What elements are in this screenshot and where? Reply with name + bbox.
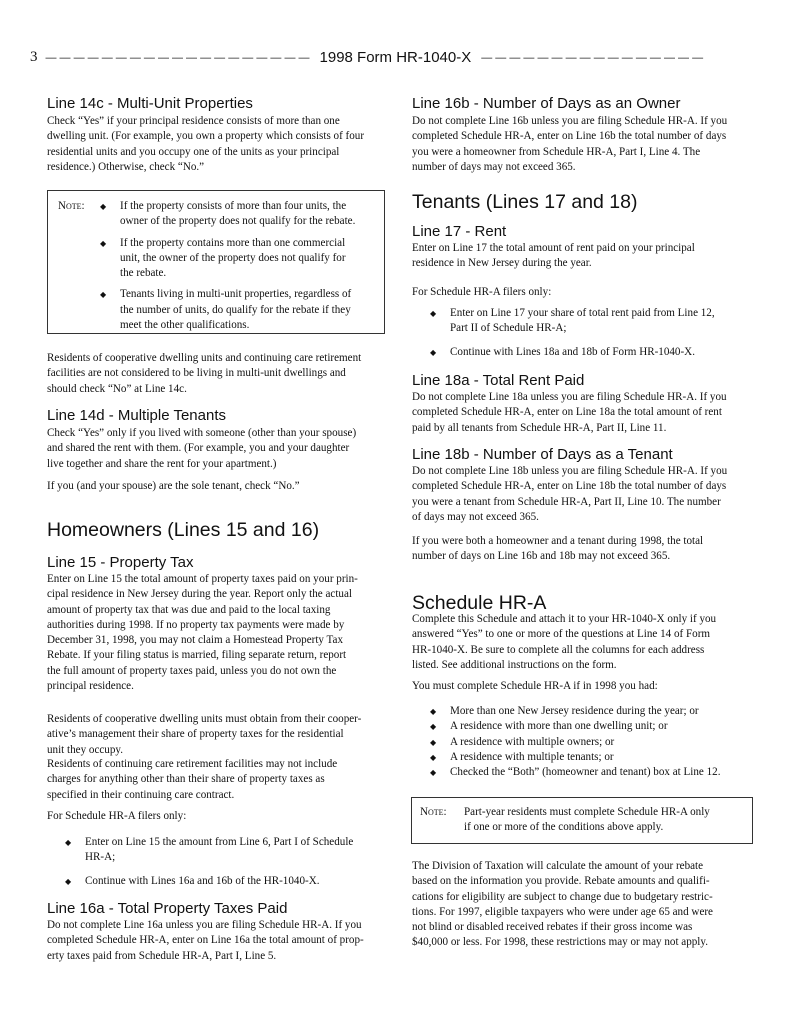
bullet-item xyxy=(100,236,380,282)
text-line: Do not complete Line 16a unless you are filing Schedule HR-A. If you xyxy=(47,919,362,931)
text-line: charges for anything other than their share of property taxes as xyxy=(47,773,325,786)
note-box-part-year xyxy=(411,797,753,844)
text-line: should check “No” at Line 14c. xyxy=(47,382,187,395)
note-bullets xyxy=(100,199,380,339)
bullet-icon: ◆ xyxy=(430,707,437,716)
bullet-text: Enter on Line 15 the amount from Line 6, Part I of Schedule xyxy=(85,836,354,848)
note-box-multi-unit xyxy=(47,190,385,334)
page-header xyxy=(30,49,755,66)
text-line: Do not complete Line 16b unless you are filing Schedule HR-A. If you xyxy=(412,115,728,127)
bullet-item xyxy=(430,750,755,765)
line-18b-both xyxy=(412,534,757,565)
schedule-text xyxy=(412,612,757,673)
line-15-filers: For Schedule HR-A filers only: xyxy=(47,810,187,822)
bullet-icon: ◆ xyxy=(430,752,437,762)
bullet-item xyxy=(65,874,385,889)
header-rule-right: — — — — — — — — — — — — — — — — xyxy=(481,51,704,64)
bullet-icon: ◆ xyxy=(100,238,107,248)
text-line: answered “Yes” to one or more of the questions at Line 14 of Form xyxy=(412,628,711,641)
form-title: 1998 Form HR-1040-X xyxy=(319,49,472,66)
heading-line-18b: Line 18b - Number of Days as a Tenant xyxy=(412,446,673,463)
text-line: facilities are not considered to be living in multi-unit dwellings and xyxy=(47,367,346,380)
text-line: Do not complete Line 18a unless you are filing Schedule HR-A. If you xyxy=(412,391,727,403)
text-line: based on the information you provide. Rebate amounts and qualifi- xyxy=(412,875,710,888)
bullet-text: If the property contains more than one commercial xyxy=(120,236,346,249)
text-line: live together and share the rent for your apartment.) xyxy=(47,457,277,470)
text-line: erty taxes paid from Schedule HR-A, Part I, Line 5. xyxy=(47,949,277,962)
text-line: Residents of cooperative dwelling units and continuing care retirement xyxy=(47,352,362,364)
text-line: Check “Yes” if your principal residence consists of more than one xyxy=(47,115,340,127)
text-line: number of days may not exceed 365. xyxy=(412,160,576,173)
line-15-text xyxy=(47,572,387,694)
text-line: HR-1040-X. Be sure to complete all the columns for each address xyxy=(412,643,705,656)
bullet-text: If the property consists of more than four units, the xyxy=(120,200,347,212)
text-line: listed. See additional instructions on the form. xyxy=(412,658,617,671)
text-line: If you were both a homeowner and a tenant during 1998, the total xyxy=(412,535,704,547)
bullet-icon: ◆ xyxy=(430,768,437,778)
bullet-text: Part II of Schedule HR-A; xyxy=(450,322,567,335)
text-line: If you (and your spouse) are the sole tenant, check “No.” xyxy=(47,480,300,492)
text-line: not blind or disabled received rebates if their gross income was xyxy=(412,921,693,934)
text-line: residential units and you occupy one of the units as your principal xyxy=(47,145,340,158)
bullet-text: Enter on Line 17 your share of total rent paid from Line 12, xyxy=(450,307,715,319)
text-line: the full amount of property taxes paid, unless you do not own the xyxy=(47,664,337,677)
bullet-icon: ◆ xyxy=(100,290,107,300)
text-line: you were a tenant from Schedule HR-A, Part II, Line 10. The number xyxy=(412,495,721,508)
bullet-text: A residence with more than one dwelling unit; or xyxy=(450,720,668,733)
text-line: of days may not exceed 365. xyxy=(412,510,539,523)
text-line: paid by all tenants from Schedule HR-A, Part II, Line 11. xyxy=(412,421,667,434)
line-15-ccrc xyxy=(47,757,387,803)
bullet-icon: ◆ xyxy=(430,737,437,747)
line-17-text xyxy=(412,241,757,272)
text-line: completed Schedule HR-A, enter on Line 18b the total number of days xyxy=(412,480,727,493)
bullet-icon: ◆ xyxy=(65,838,72,847)
bullet-text: the rebate. xyxy=(120,267,167,280)
page-number: 3 xyxy=(30,49,38,65)
text-line: cations for eligibility are subject to change due to budgetary restric- xyxy=(412,890,713,903)
line-14d-sole xyxy=(47,479,387,494)
heading-line-16b: Line 16b - Number of Days as an Owner xyxy=(412,95,681,112)
heading-tenants: Tenants (Lines 17 and 18) xyxy=(412,191,638,213)
heading-schedule-hr-a: Schedule HR-A xyxy=(412,592,547,614)
bullet-item xyxy=(65,835,385,866)
text-line: cipal residence in New Jersey during the year. Report only the actual xyxy=(47,588,352,601)
text-line: Enter on Line 17 the total amount of rent paid on your principal xyxy=(412,242,695,254)
text-line: principal residence. xyxy=(47,680,134,693)
bullet-icon: ◆ xyxy=(430,309,437,318)
bullet-text: unit, the owner of the property does not qualify for xyxy=(120,251,346,264)
heading-line-18a: Line 18a - Total Rent Paid xyxy=(412,372,585,389)
text-line: Enter on Line 15 the total amount of property taxes paid on your prin- xyxy=(47,573,358,585)
text-line: Do not complete Line 18b unless you are filing Schedule HR-A. If you xyxy=(412,465,728,477)
bullet-text: More than one New Jersey residence during the year; or xyxy=(450,705,699,717)
text-line: December 31, 1998, you may not claim a Homestead Property Tax xyxy=(47,634,344,647)
bullet-text: HR-A; xyxy=(85,851,116,864)
line-16b-text xyxy=(412,114,757,175)
line-17-bullets xyxy=(430,306,755,368)
text-line: $40,000 or less. For 1998, these restrictions may or may not apply. xyxy=(412,936,708,949)
bullet-item xyxy=(430,704,755,719)
text-line: unit they occupy. xyxy=(47,743,123,756)
bullet-item xyxy=(430,306,755,337)
text-line: authorities during 1998. If no property tax payments were made by xyxy=(47,618,345,631)
text-line: you were a homeowner from Schedule HR-A, Part I, Line 4. The xyxy=(412,145,701,158)
bullet-text: meet the other qualifications. xyxy=(120,319,250,332)
line-16a-text xyxy=(47,918,387,964)
text-line: and shared the rent with them. (For example, you and your daughter xyxy=(47,442,350,455)
bullet-item xyxy=(430,735,755,750)
text-line: completed Schedule HR-A, enter on Line 18a the total amount of rent xyxy=(412,406,722,419)
heading-line-14d: Line 14d - Multiple Tenants xyxy=(47,407,227,424)
schedule-bullets xyxy=(430,704,755,780)
bullet-text: owner of the property does not qualify for the rebate. xyxy=(120,215,356,228)
bullet-item xyxy=(100,287,380,333)
text-line: residence.) Otherwise, check “No.” xyxy=(47,160,205,173)
text-line: if one or more of the conditions above apply. xyxy=(464,821,664,834)
bullet-text: A residence with multiple owners; or xyxy=(450,735,615,748)
text-line: Rebate. If your filing status is married, filing separate return, report xyxy=(47,649,347,662)
text-line: tions. For 1997, eligible taxpayers who were under age 65 and were xyxy=(412,905,713,918)
bullet-text: Tenants living in multi-unit properties, regardless of xyxy=(120,288,352,301)
bullet-item xyxy=(430,765,755,780)
line-18a-text xyxy=(412,390,757,436)
schedule-must: You must complete Schedule HR-A if in 1998 you had: xyxy=(412,680,658,692)
header-rule-left: — — — — — — — — — — — — — — — — — — — xyxy=(45,51,310,64)
line-14d-text xyxy=(47,426,387,472)
line-18b-text xyxy=(412,464,757,525)
line-17-filers: For Schedule HR-A filers only: xyxy=(412,286,552,298)
bullet-icon: ◆ xyxy=(100,202,107,211)
heading-line-14c: Line 14c - Multi-Unit Properties xyxy=(47,95,253,112)
text-line: Complete this Schedule and attach it to your HR-1040-X only if you xyxy=(412,613,717,625)
note-label: Note: xyxy=(420,806,447,818)
text-line: ative’s management their share of property taxes for the residential xyxy=(47,728,344,741)
bullet-icon: ◆ xyxy=(430,347,437,357)
note-label: Note: xyxy=(58,200,85,212)
heading-line-15: Line 15 - Property Tax xyxy=(47,554,194,571)
bullet-icon: ◆ xyxy=(65,876,72,886)
heading-line-17: Line 17 - Rent xyxy=(412,223,507,240)
text-line: dwelling unit. (For example, you own a property which consists of four xyxy=(47,130,365,143)
bullet-icon: ◆ xyxy=(430,722,437,732)
text-line: Part-year residents must complete Schedule HR-A only xyxy=(464,806,710,818)
coop-text xyxy=(47,351,387,397)
bullet-text: Continue with Lines 16a and 16b of the HR-1040-X. xyxy=(85,874,320,887)
bullet-item xyxy=(430,719,755,734)
text-line: The Division of Taxation will calculate the amount of your rebate xyxy=(412,860,704,872)
bullet-item xyxy=(100,199,380,230)
bullet-text: Checked the “Both” (homeowner and tenant) box at Line 12. xyxy=(450,766,721,779)
text-line: completed Schedule HR-A, enter on Line 16b the total number of days xyxy=(412,130,727,143)
text-line: residence in New Jersey during the year. xyxy=(412,257,592,270)
text-line: specified in their continuing care contract. xyxy=(47,788,235,801)
line-15-coop xyxy=(47,712,387,758)
bullet-text: the number of units, do qualify for the rebate if they xyxy=(120,303,351,316)
bullet-text: A residence with multiple tenants; or xyxy=(450,750,614,763)
text-line: Check “Yes” only if you lived with someone (other than your spouse) xyxy=(47,427,357,439)
heading-homeowners: Homeowners (Lines 15 and 16) xyxy=(47,519,320,541)
text-line: Residents of cooperative dwelling units must obtain from their cooper- xyxy=(47,713,362,725)
line-15-bullets xyxy=(65,835,385,897)
text-line: completed Schedule HR-A, enter on Line 16a the total amount of prop- xyxy=(47,934,364,947)
text-line: number of days on Line 16b and 18b may not exceed 365. xyxy=(412,550,671,563)
text-line: amount of property tax that was due and paid to the local taxing xyxy=(47,603,331,616)
division-text xyxy=(412,859,757,951)
text-line: Residents of continuing care retirement facilities may not include xyxy=(47,758,338,770)
note-text xyxy=(464,805,748,836)
heading-line-16a: Line 16a - Total Property Taxes Paid xyxy=(47,900,288,917)
bullet-item xyxy=(430,345,755,360)
line-14c-text xyxy=(47,114,387,175)
bullet-text: Continue with Lines 18a and 18b of Form HR-1040-X. xyxy=(450,345,695,358)
